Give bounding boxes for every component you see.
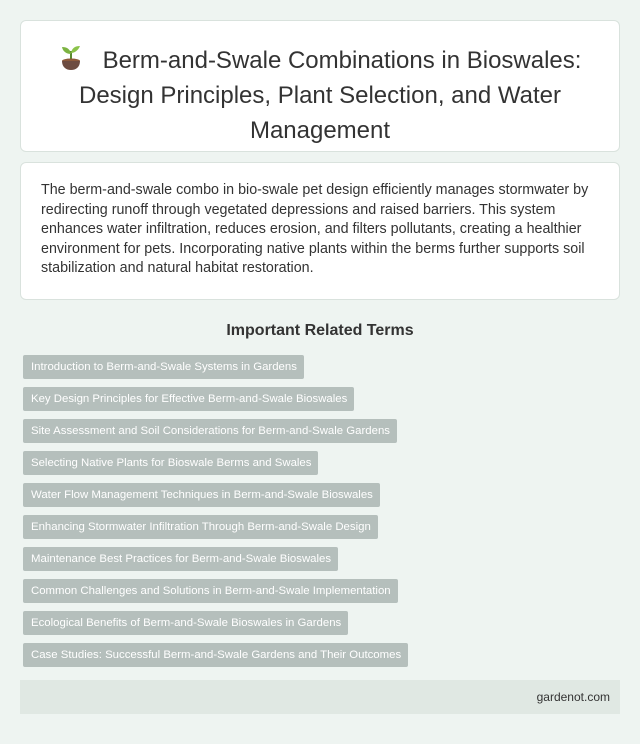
related-terms-heading: Important Related Terms <box>226 322 414 339</box>
related-term-tag[interactable]: Key Design Principles for Effective Berm-and-Swale Bioswales <box>23 387 354 411</box>
related-terms-list <box>20 355 620 667</box>
related-term-tag[interactable]: Ecological Benefits of Berm-and-Swale Bioswales in Gardens <box>23 611 348 635</box>
seedling-icon <box>59 45 83 71</box>
related-term-tag[interactable]: Site Assessment and Soil Considerations for Berm-and-Swale Gardens <box>23 419 397 443</box>
related-term-tag[interactable]: Maintenance Best Practices for Berm-and-Swale Bioswales <box>23 547 338 571</box>
related-term-tag[interactable]: Water Flow Management Techniques in Berm-and-Swale Bioswales <box>23 483 380 507</box>
related-term-tag[interactable]: Case Studies: Successful Berm-and-Swale Gardens and Their Outcomes <box>23 643 408 667</box>
related-term-tag[interactable]: Common Challenges and Solutions in Berm-and-Swale Implementation <box>23 579 398 603</box>
page-title <box>45 43 595 148</box>
related-term-tag[interactable]: Introduction to Berm-and-Swale Systems in Gardens <box>23 355 304 379</box>
intro-card <box>20 162 620 300</box>
related-term-tag[interactable]: Enhancing Stormwater Infiltration Through Berm-and-Swale Design <box>23 515 378 539</box>
related-term-tag[interactable]: Selecting Native Plants for Bioswale Berms and Swales <box>23 451 318 475</box>
page-title-text: Berm-and-Swale Combinations in Bioswales: Design Principles, Plant Selection, and Water Management <box>78 47 582 144</box>
footer-bar <box>20 680 620 714</box>
intro-paragraph: The berm-and-swale combo in bio-swale pet design efficiently manages stormwater by redirecting runoff through vegetated depressions and raised barriers. This system enhances water infiltration, reduces erosion, and filters pollutants, creating a healthier environment for pets. Incorporating native plants within the berms further supports soil stabilization and natural habitat restoration. <box>41 182 589 276</box>
footer-site-link[interactable]: gardenot.com <box>536 690 610 704</box>
title-card <box>20 20 620 152</box>
